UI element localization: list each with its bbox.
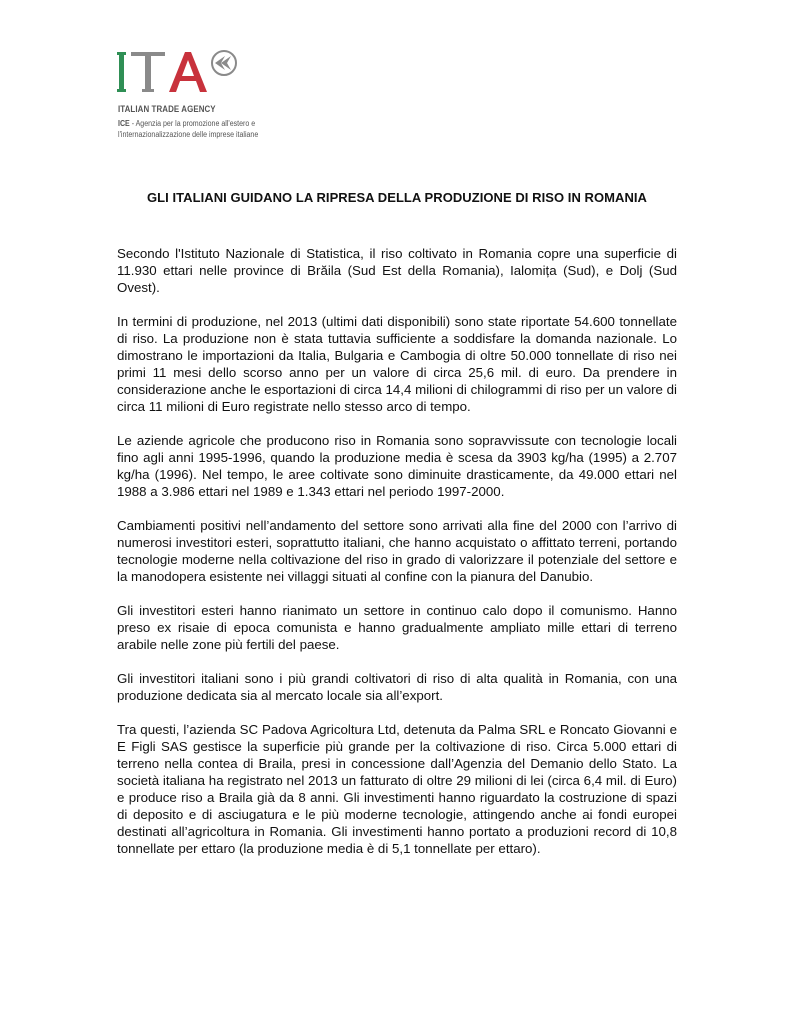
- agency-desc-line-1: [118, 119, 255, 128]
- paragraph: Tra questi, l’azienda SC Padova Agricoltura Ltd, detenuta da Palma SRL e Roncato Giovanni e E Figli SAS gestisce la superficie più grande per la coltivazione di riso. Circa 5.000 ettari di terreno nella contea di Braila, presi in concessione dall’Agenzia del Demanio dello Stato. La società italiana ha registrato nel 2013 un fatturato di oltre 29 milioni di lei (circa 6,4 mil. di Euro) e produce riso a Braila già da 8 anni. Gli investimenti hanno riguardato la costruzione di spazi di deposito e di asciugatura e le più moderne tecnologie, attingendo anche ai fondi europei destinati all’agricoltura in Romania. Gli investimenti hanno portato a produzioni record di 10,8 tonnellate per ettaro (la produzione media è di 5,1 tonnellate per ettaro).: [117, 722, 677, 856]
- paragraph: Gli investitori italiani sono i più grandi coltivatori di riso di alta qualità in Romania, con una produzione dedicata sia al mercato locale sia all’export.: [117, 671, 677, 703]
- paragraph: In termini di produzione, nel 2013 (ultimi dati disponibili) sono state riportate 54.600 tonnellate di riso. La produzione non è stata tuttavia sufficiente a soddisfare la domanda nazionale. Lo dimostrano le importazioni da Italia, Bulgaria e Cambogia di oltre 50.000 tonnellate di riso nei primi 11 mesi dello scorso anno per un valore di circa 25,6 mil. di euro. Da prendere in considerazione anche le esportazioni di circa 14,4 milioni di chilogrammi di riso per un valore di circa 11 milioni di Euro registrate nello stesso arco di tempo.: [117, 314, 677, 414]
- paragraph: Secondo l'Istituto Nazionale di Statistica, il riso coltivato in Romania copre una superficie di 11.930 ettari nelle province di Brăila (Sud Est della Romania), Ialomița (Sud), e Dolj (Sud Ovest).: [117, 246, 677, 295]
- document-body: [117, 245, 677, 874]
- paragraph: Le aziende agricole che producono riso in Romania sono sopravvissute con tecnologie locali fino agli anni 1995-1996, quando la produzione media è scesa da 3903 kg/ha (1995) a 2.707 kg/ha (1996). Nel tempo, le aree coltivate sono diminuite drasticamente, da 49.000 ettari nel 1988 a 3.986 ettari nel 1989 e 1.343 ettari nel periodo 1997-2000.: [117, 433, 677, 499]
- agency-desc-line-2: l'internazionalizzazione delle imprese italiane: [118, 130, 259, 139]
- paragraph: Cambiamenti positivi nell’andamento del settore sono arrivati alla fine del 2000 con l’arrivo di numerosi investitori esteri, soprattutto italiani, che hanno acquistato o affittato terreni, portando tecnologie moderne nella coltivazione del riso in grado di valorizzare il potenziale del settore e la manodopera esistente nei villaggi situati al confine con la pianura del Danubio.: [117, 518, 677, 584]
- agency-abbr: ICE: [118, 119, 130, 128]
- document-title: GLI ITALIANI GUIDANO LA RIPRESA DELLA PRODUZIONE DI RISO IN ROMANIA: [147, 190, 647, 205]
- paragraph: Gli investitori esteri hanno rianimato un settore in continuo calo dopo il comunismo. Hanno preso ex risaie di epoca comunista e hanno gradualmente ampliato mille ettari di terreno arabile nelle zone più fertili del paese.: [117, 603, 677, 652]
- agency-name: ITALIAN TRADE AGENCY: [118, 104, 216, 114]
- agency-desc-1: - Agenzia per la promozione all'estero e: [129, 119, 256, 128]
- ita-logo: [117, 46, 317, 146]
- ita-logo-mark: [117, 46, 247, 100]
